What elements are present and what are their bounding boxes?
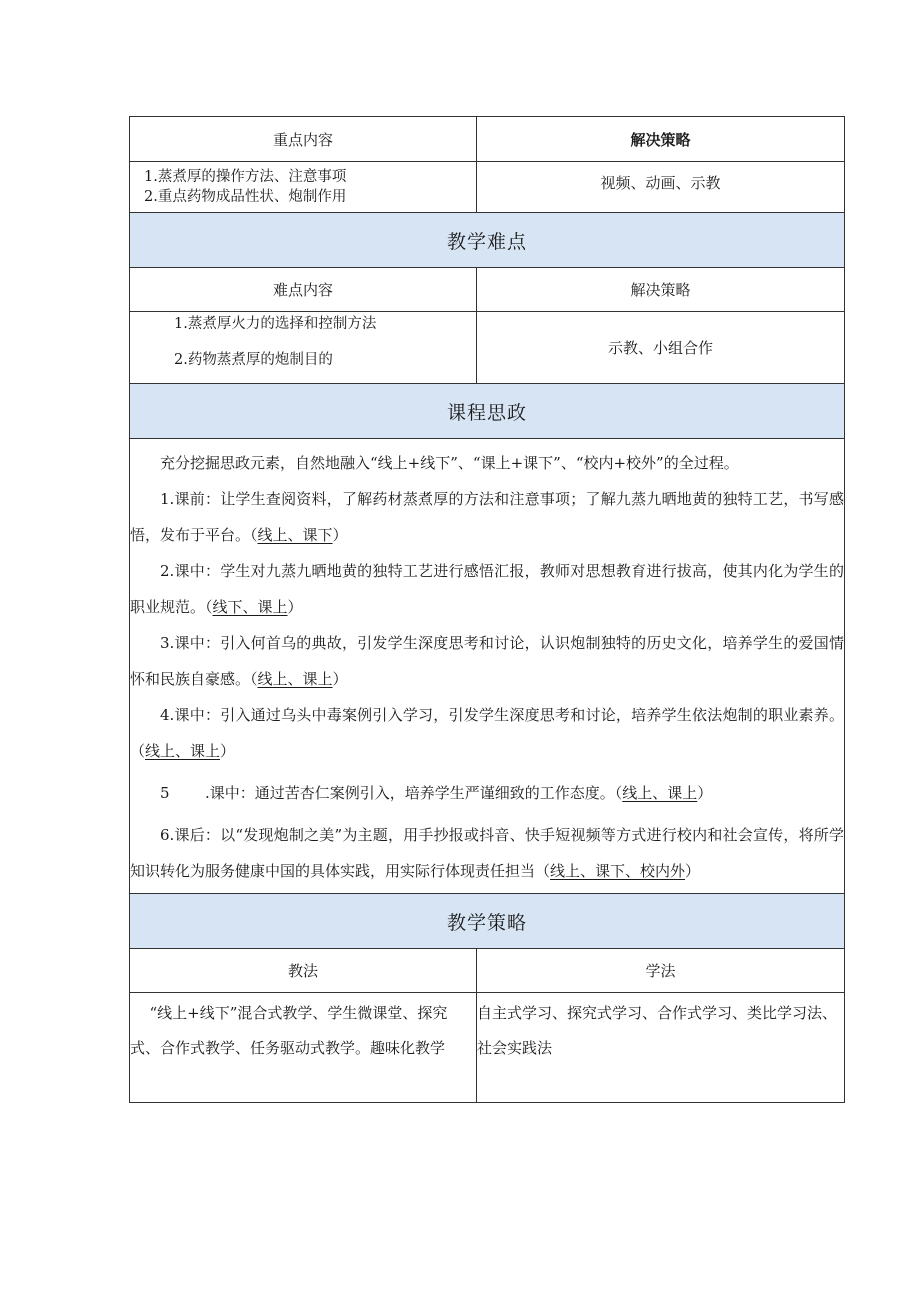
difficulties-strategy: 示教、小组合作 <box>477 312 845 384</box>
learning-methods: 自主式学习、探究式学习、合作式学习、类比学习法、社会实践法 <box>477 993 845 1103</box>
key-point-item: 1.蒸煮厚的操作方法、注意事项 <box>144 169 347 185</box>
strategy-header-right: 学法 <box>477 949 845 993</box>
ideology-item <box>130 697 844 769</box>
ideology-item-close: ） <box>332 670 348 688</box>
ideology-section-title: 课程思政 <box>130 384 845 439</box>
ideology-item-text: 3.课中：引入何首乌的典故，引发学生深度思考和讨论，认识炮制独特的历史文化，培养学生的爱国情怀和民族自豪感。（ <box>130 634 844 688</box>
difficulties-section-title: 教学难点 <box>130 213 845 268</box>
ideology-item-text: 6.课后：以“发现炮制之美”为主题，用手抄报或抖音、快手短视频等方式进行校内和社会宣传，将所学知识转化为服务健康中国的具体实践，用实际行体现责任担当（ <box>130 826 844 880</box>
key-points-header-row <box>130 117 845 162</box>
ideology-item-text: 4.课中：引入通过乌头中毒案例引入学习，引发学生深度思考和讨论，培养学生依法炮制的职业素养。（ <box>130 706 844 760</box>
ideology-intro: 充分挖掘思政元素，自然地融入“线上+线下”、“课上+课下”、“校内+校外”的全过程。 <box>160 454 739 472</box>
ideology-item-text: .课中：通过苦杏仁案例引入，培养学生严谨细致的工作态度。（ <box>205 784 623 802</box>
strategy-section-row <box>130 894 845 949</box>
difficulties-section-row <box>130 213 845 268</box>
strategy-header-left: 教法 <box>130 949 477 993</box>
lesson-plan-table <box>129 116 845 1103</box>
key-points-strategy: 视频、动画、示教 <box>477 162 845 213</box>
key-points-list <box>130 162 477 213</box>
ideology-item-tag: 线上、课下、校内外 <box>550 862 686 880</box>
ideology-item-tag: 线上、课下 <box>257 526 333 544</box>
ideology-content-row <box>130 439 845 894</box>
difficulties-header-right: 解决策略 <box>477 268 845 312</box>
ideology-item-close: ） <box>685 862 701 880</box>
key-points-header-right: 解决策略 <box>477 117 845 162</box>
ideology-section-row <box>130 384 845 439</box>
difficulty-item: 1.蒸煮厚火力的选择和控制方法 <box>174 316 377 332</box>
ideology-item-number: 5 <box>160 784 170 802</box>
key-point-item: 2.重点药物成品性状、炮制作用 <box>144 189 347 205</box>
ideology-item-text: 2.课中：学生对九蒸九晒地黄的独特工艺进行感悟汇报，教师对思想教育进行拔高，使其内化为学生的职业规范。（ <box>130 562 844 616</box>
teaching-methods: “线上+线下”混合式教学、学生微课堂、探究式、合作式教学、任务驱动式教学。趣味化教学 <box>130 993 477 1103</box>
ideology-item-close: ） <box>287 598 303 616</box>
ideology-item <box>130 775 844 811</box>
ideology-item <box>130 625 844 697</box>
ideology-content <box>130 439 845 894</box>
difficulty-item: 2.药物蒸煮厚的炮制目的 <box>174 352 333 368</box>
ideology-item-tag: 线下、课上 <box>212 598 288 616</box>
ideology-item <box>130 553 844 625</box>
difficulties-content-row <box>130 312 845 384</box>
key-points-content-row <box>130 162 845 213</box>
ideology-item <box>130 481 844 553</box>
ideology-item-tag: 线上、课上 <box>257 670 333 688</box>
difficulties-list <box>130 312 477 384</box>
ideology-item-close: ） <box>220 742 236 760</box>
strategy-section-title: 教学策略 <box>130 894 845 949</box>
ideology-item-text: 1.课前：让学生查阅资料，了解药材蒸煮厚的方法和注意事项；了解九蒸九晒地黄的独特工艺，书写感悟，发布于平台。（ <box>130 490 844 544</box>
difficulties-header-left: 难点内容 <box>130 268 477 312</box>
ideology-item-tag: 线上、课上 <box>145 742 221 760</box>
strategy-content-row <box>130 993 845 1103</box>
key-points-header-left: 重点内容 <box>130 117 477 162</box>
ideology-item-close: ） <box>332 526 348 544</box>
strategy-header-row <box>130 949 845 993</box>
ideology-item-close: ） <box>697 784 713 802</box>
ideology-item-tag: 线上、课上 <box>622 784 698 802</box>
difficulties-header-row <box>130 268 845 312</box>
ideology-item <box>130 817 844 889</box>
